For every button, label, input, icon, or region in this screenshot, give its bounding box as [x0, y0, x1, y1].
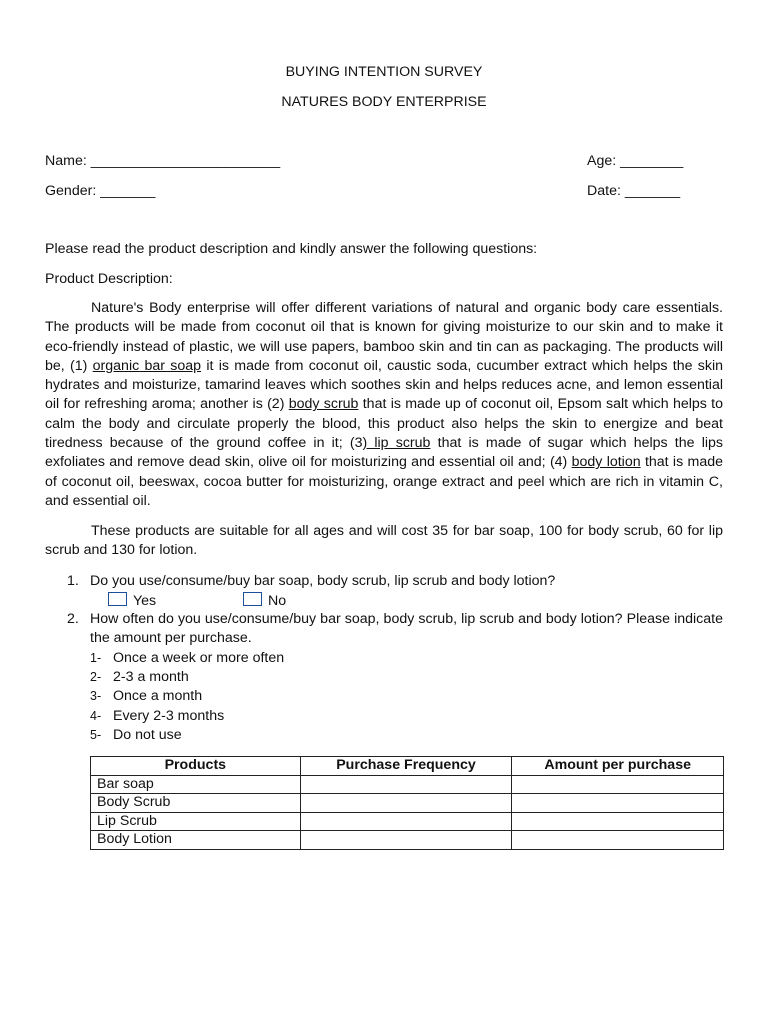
- yes-label: Yes: [133, 593, 157, 609]
- date-field[interactable]: Date: _______: [587, 183, 681, 199]
- question-2: [45, 610, 723, 649]
- frequency-option: [90, 650, 284, 666]
- option-label: Do not use: [113, 727, 182, 743]
- option-number: 3-: [90, 689, 102, 703]
- option-label: Once a month: [113, 688, 203, 704]
- no-option[interactable]: [243, 592, 286, 609]
- purchase-table: [90, 756, 724, 850]
- question-1: [45, 572, 723, 591]
- product-name-cell: Body Lotion: [91, 831, 301, 850]
- question-text: Do you use/consume/buy bar soap, body scrub, lip scrub and body lotion?: [90, 573, 556, 589]
- amount-cell[interactable]: [512, 794, 724, 813]
- description-text: it is made from coconut oil, caustic soda, cucumber extract which helps the skin hydrates and moisturize, tamarind leaves which soothes skin and helps reduces acne, and lemon essential oil for refreshing aroma; another is (2): [45, 357, 724, 413]
- frequency-cell[interactable]: [300, 775, 512, 794]
- product-description: [45, 299, 723, 511]
- age-field[interactable]: Age: ________: [587, 153, 684, 169]
- frequency-option: [90, 669, 189, 685]
- amount-per-purchase-header: Amount per purchase: [512, 757, 724, 776]
- frequency-cell[interactable]: [300, 812, 512, 831]
- description-text: Nature's Body enterprise will offer different variations of natural and organic body care essentials. The products will be made from coconut oil that is known for giving moisturize to our skin and to make it eco-friendly instead of plastic, we will use papers, bamboo skin and tin can as packaging. The products will be, (1): [45, 300, 723, 374]
- yes-checkbox[interactable]: [108, 592, 127, 606]
- product-body-scrub: body scrub: [288, 396, 359, 413]
- product-organic-bar-soap: organic bar soap: [92, 357, 202, 374]
- table-row: [91, 812, 724, 831]
- question-number: 1.: [67, 573, 79, 589]
- name-field[interactable]: Name: ________________________: [45, 153, 281, 169]
- frequency-cell[interactable]: [300, 831, 512, 850]
- frequency-option: [90, 708, 224, 724]
- option-number: 1-: [90, 651, 102, 665]
- product-lip-scrub: ) lip scrub: [362, 435, 431, 452]
- no-label: No: [268, 593, 287, 609]
- question-number: 2.: [67, 611, 79, 627]
- amount-cell[interactable]: [512, 775, 724, 794]
- frequency-option: [90, 688, 202, 704]
- product-description-heading: Product Description:: [45, 271, 173, 287]
- product-name-cell: Lip Scrub: [91, 812, 301, 831]
- description-text: that is made of coconut oil, beeswax, cocoa butter for moisturizing, orange extract and peel which are rich in vitamin C, and essential oil.: [45, 454, 723, 509]
- table-row: [91, 831, 724, 850]
- option-number: 2-: [90, 670, 102, 684]
- frequency-cell[interactable]: [300, 794, 512, 813]
- survey-title: BUYING INTENTION SURVEY: [285, 64, 483, 80]
- option-number: 4-: [90, 709, 102, 723]
- table-header-row: [91, 757, 724, 776]
- frequency-option: [90, 727, 182, 743]
- amount-cell[interactable]: [512, 831, 724, 850]
- product-name-cell: Bar soap: [91, 775, 301, 794]
- option-number: 5-: [90, 728, 102, 742]
- enterprise-name: NATURES BODY ENTERPRISE: [281, 94, 487, 110]
- products-header: Products: [91, 757, 301, 776]
- product-body-lotion: body lotion: [571, 454, 641, 471]
- yes-option[interactable]: [108, 592, 156, 609]
- pricing-text: These products are suitable for all ages and will cost 35 for bar soap, 100 for body scrub, 60 for lip scrub and 130 for lotion.: [45, 523, 723, 559]
- table-row: [91, 775, 724, 794]
- pricing-paragraph: [45, 522, 723, 561]
- description-paragraph: [45, 299, 723, 511]
- question-text: How often do you use/consume/buy bar soap, body scrub, lip scrub and body lotion? Please indicate the amount per purchase.: [90, 611, 723, 647]
- description-text: that is made up of coconut oil, Epsom salt which helps to calm the body and circulate properly the blood, this product also helps the skin to energize and beat tiredness because of the ground coffee in it; (3: [45, 396, 723, 452]
- instructions: Please read the product description and kindly answer the following questions:: [45, 241, 538, 257]
- description-text: that is made of sugar which helps the lips exfoliates and remove dead skin, olive oil for moisturizing and essential oil and; (4): [45, 435, 723, 471]
- purchase-frequency-header: Purchase Frequency: [300, 757, 512, 776]
- amount-cell[interactable]: [512, 812, 724, 831]
- product-name-cell: Body Scrub: [91, 794, 301, 813]
- option-label: Every 2-3 months: [113, 708, 225, 724]
- table-row: [91, 794, 724, 813]
- no-checkbox[interactable]: [243, 592, 262, 606]
- option-label: 2-3 a month: [113, 669, 189, 685]
- gender-field[interactable]: Gender: _______: [45, 183, 156, 199]
- option-label: Once a week or more often: [113, 650, 285, 666]
